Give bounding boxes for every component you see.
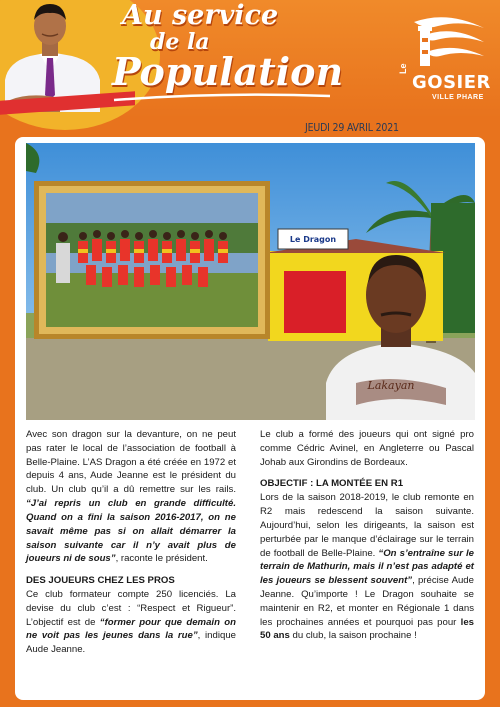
paragraph-2-quote: “former pour que demain on ne voit pas les jeunes dans la rue”: [26, 616, 236, 642]
paragraph-1-quote: “J’ai repris un club en grande difficulté. Quand on a fini la saison 2016-2017, on ne savait même pas si on allait démarrer la saison suivante car il n’y avait plus de joueurs ni de sous”: [26, 498, 236, 565]
photo-scene: [26, 143, 475, 420]
building-sign: Le Dragon: [289, 235, 337, 244]
logo-name: GOSIER: [412, 72, 491, 93]
paragraph-1: [26, 428, 236, 566]
paragraph-2: [26, 588, 236, 657]
page-header: [0, 0, 500, 118]
publication-date: JEUDI 29 AVRIL 2021: [305, 122, 399, 134]
paragraph-2-end: , indique Aude Jeanne.: [26, 630, 236, 656]
gosier-logo: [392, 12, 490, 104]
subheading-pros: DES JOUEURS CHEZ LES PROS: [26, 575, 175, 587]
article-body: [26, 428, 475, 696]
shirt-print: Lakayan: [367, 379, 415, 392]
header-title-line3: Population: [112, 49, 344, 94]
logo-prefix: Le: [398, 63, 408, 74]
article-column-left: [26, 428, 236, 657]
article-photo: [26, 143, 475, 420]
paragraph-1-end: , raconte le président.: [115, 553, 208, 565]
subheading-objective: OBJECTIF : LA MONTÉE EN R1: [260, 478, 404, 490]
paragraph-4-end: du club, la saison prochaine !: [289, 630, 417, 642]
logo-subtitle: VILLE PHARE: [432, 94, 484, 101]
title-swoosh: [112, 90, 332, 104]
paragraph-2-text: Ce club formateur compte 250 licenciés. La devise du club c’est : “Respect et Rigueur”. L’objectif est de: [26, 588, 236, 628]
paragraph-1-text: Avec son dragon sur la devanture, on ne peut pas rater le local de l’association de football à Belle-Plaine. L’AS Dragon a été créée en 1972 et depuis 4 ans, Aude Jeanne est le président du club. Un club qu’il a dû remettre sur les rails.: [26, 429, 236, 496]
paragraph-4-quote: “On s’entraîne sur le terrain de Mathurin, mais il n’est pas adapté et les joueurs se blessent souvent”: [260, 547, 474, 587]
paragraph-4-bold: les 50 ans: [260, 616, 474, 642]
header-title-line1: Au service: [122, 0, 279, 31]
paragraph-4-text: Lors de la saison 2018-2019, le club remonte en R2 mais redescend la saison suivante. Aujourd’hui, selon les dirigeants, la saison est perturbée par le manque d’éclairage sur le terrain de football de Belle-Plaine.: [260, 492, 474, 559]
paragraph-4: [260, 491, 474, 643]
paragraph-4-middle: , précise Aude Jeanne. Qu’importe ! Le Dragon souhaite se maintenir en R2, et monter en Régionale 1 dans les prochaines années et pourquoi pas pour: [260, 575, 474, 628]
header-title-line2: de la: [150, 29, 210, 55]
paragraph-3: Le club a formé des joueurs qui ont signé pro comme Cédric Avinel, en Angleterre ou Pascal Johab aux Girondins de Bordeaux.: [260, 429, 474, 468]
article-column-right: [260, 428, 474, 643]
